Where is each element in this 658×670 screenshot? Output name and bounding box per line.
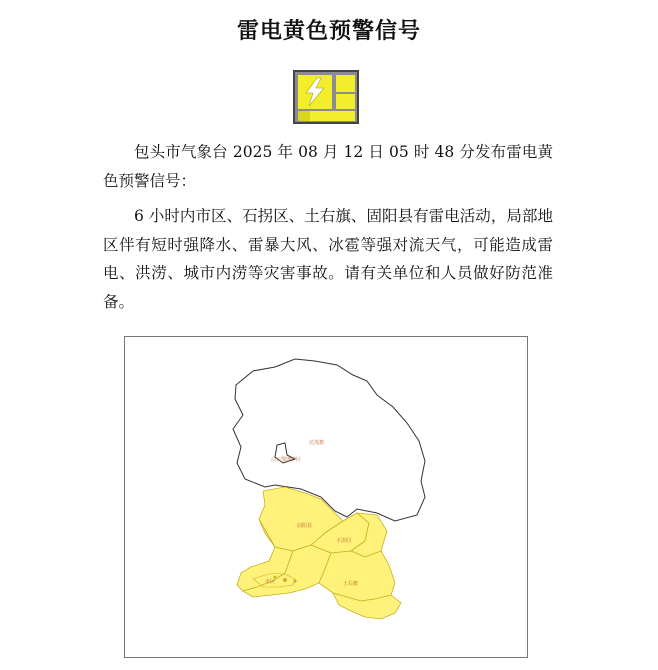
map-label-guyang: 固阳县 xyxy=(297,523,313,529)
paragraph-issue-notice: 包头市气象台 2025 年 08 月 12 日 05 时 48 分发布雷电黄色预警信号： xyxy=(103,143,553,190)
signal-side-middle xyxy=(336,94,355,109)
signal-side-top xyxy=(336,75,355,92)
map-label-tuyou: 土右旗 xyxy=(343,581,359,587)
thunder-yellow-warning-icon xyxy=(293,70,359,124)
map-region-north-county xyxy=(233,359,425,521)
signal-footer-emblem xyxy=(298,111,310,121)
lightning-bolt-icon xyxy=(298,75,332,109)
map-label-shiguai: 石拐区 xyxy=(337,538,353,544)
document-title: 雷电黄色预警信号 xyxy=(236,19,421,44)
map-label-mining-district: 白云鄂博矿区 xyxy=(271,457,302,463)
map-label-north-county: 达茂旗 xyxy=(309,440,325,446)
paragraph-warning-detail: 6 小时内市区、石拐区、土右旗、固阳县有雷电活动，局部地区伴有短时强降水、雷暴大风、冰雹等强对流天气，可能造成雷电、洪涝、城市内涝等灾害事故。请有关单位和人员做好防范准备。 xyxy=(103,207,553,311)
map-label-downtown: 市区 xyxy=(265,579,276,585)
warning-area-map xyxy=(124,336,528,658)
map-region-tuyou xyxy=(319,551,395,601)
